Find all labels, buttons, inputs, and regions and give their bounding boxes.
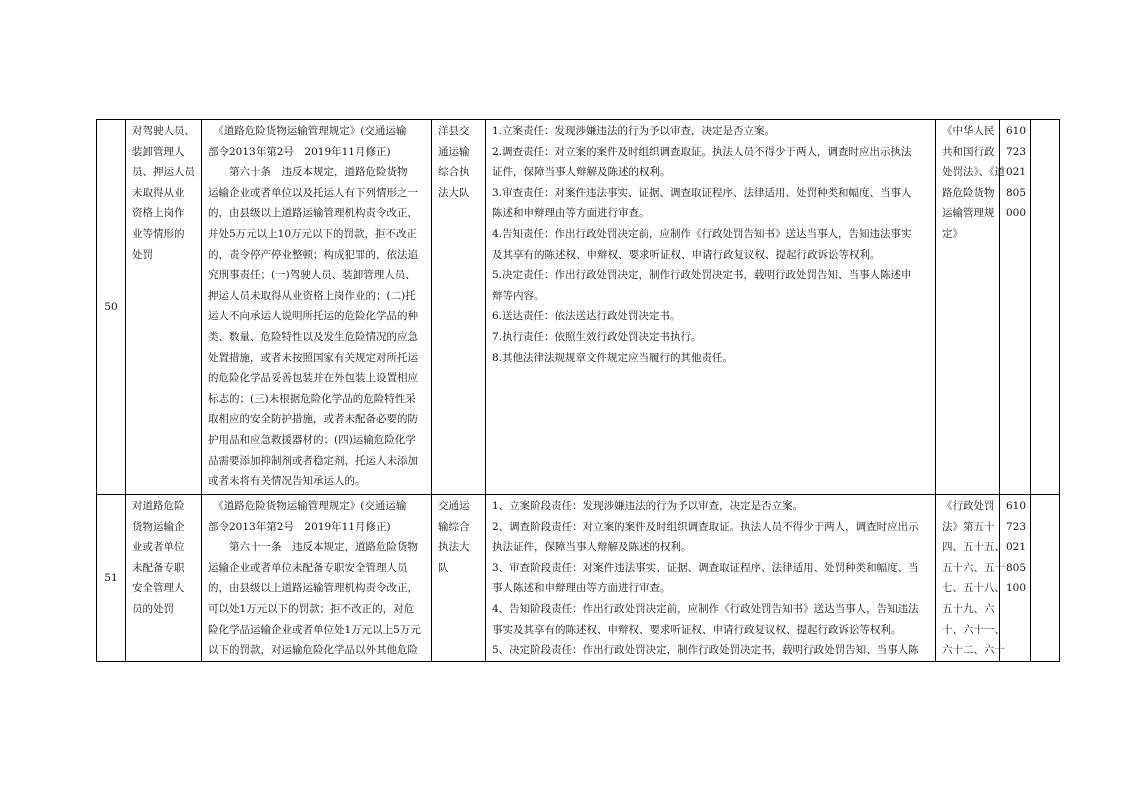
law-line: 《中华人民 (942, 125, 995, 137)
duties-cell (486, 495, 936, 662)
law-reference-cell (936, 120, 1005, 495)
basis-line: 运输企业或者单位未配备专职安全管理人员 (208, 561, 408, 574)
duty-line: 6.送达责任：依法送达行政处罚决定书。 (492, 310, 681, 323)
dept-line: 法大队 (438, 186, 470, 199)
basis-line: 《道路危险货物运输管理规定》(交通运输 (208, 125, 407, 137)
duty-line: 3、审查阶段责任：对案件违法事实、证据、调查取证程序、法律适用、处罚种类和幅度、当 (492, 561, 919, 574)
item-line: 员的处罚 (132, 602, 174, 615)
basis-line: 运人不向承运人说明所托运的危险化学品的种 (208, 310, 418, 323)
law-reference-cell (936, 495, 1005, 662)
basis-line: 可以处1万元以下的罚款；拒不改正的，对危 (208, 602, 415, 615)
remark-cell (1031, 120, 1060, 495)
basis-line: 护用品和应急救援器材的；(四)运输危险化学 (208, 433, 416, 446)
basis-line: 押运人员未取得从业资格上岗作业的；(二)托 (208, 289, 416, 302)
duty-line: 执法证件，保障当事人辩解及陈述的权利。 (492, 541, 692, 554)
item-line: 员、押运人员 (132, 166, 195, 179)
dept-line: 执法大 (438, 541, 470, 554)
dept-line: 通运输 (438, 145, 470, 158)
basis-line: 部令2013年第2号 2019年11月修正) (208, 520, 391, 533)
basis-line: 的，责令停产停业整顿；构成犯罪的，依法追 (208, 248, 418, 261)
law-line: 六十二、六十 (942, 644, 1005, 657)
basis-line: 第六十条 违反本规定，道路危险货物 (208, 166, 408, 179)
law-line: 法》第五十 (942, 520, 995, 533)
row-number: 51 (97, 495, 126, 662)
law-line: 定》 (942, 227, 963, 240)
code-line: 021 (1006, 166, 1027, 179)
item-name-cell (126, 495, 202, 662)
duty-line: 4、告知阶段责任：作出行政处罚决定前，应制作《行政处罚告知书》送达当事人，告知违法 (492, 602, 919, 615)
table-row (97, 120, 1060, 495)
item-line: 处罚 (132, 248, 153, 261)
dept-line: 洋县交 (438, 125, 470, 137)
item-line: 未取得从业 (132, 186, 185, 199)
code-line: 723 (1006, 520, 1027, 533)
duty-line: 事人陈述和申辩理由等方面进行审查。 (492, 582, 671, 595)
basis-line: 部令2013年第2号 2019年11月修正) (208, 145, 391, 158)
dept-line: 输综合 (438, 520, 470, 533)
code-line: 610 (1006, 125, 1027, 137)
item-name-cell (126, 120, 202, 495)
duty-line: 辩等内容。 (492, 289, 545, 302)
code-line: 000 (1006, 207, 1027, 220)
item-line: 安全管理人 (132, 582, 185, 595)
law-line: 共和国行政 (942, 145, 995, 158)
law-line: 运输管理规 (942, 207, 995, 220)
duty-line: 事实及其享有的陈述权、申辩权、要求听证权、申请行政复议权、提起行政诉讼等权利。 (492, 623, 902, 636)
duty-line: 2.调查责任：对立案的案件及时组织调查取证。执法人员不得少于两人，调查时应出示执法 (492, 145, 912, 158)
dept-line: 队 (438, 561, 449, 574)
duties-cell (486, 120, 936, 495)
item-line: 未配备专职 (132, 561, 185, 574)
duty-line: 证件，保障当事人辩解及陈述的权利。 (492, 166, 671, 179)
law-line: 五十六、五十 (942, 561, 1005, 574)
duty-line: 1、立案阶段责任：发现涉嫌违法的行为予以审查，决定是否立案。 (492, 500, 804, 512)
basis-line: 运输企业或者单位以及托运人有下列情形之一 (208, 186, 418, 199)
remark-cell (1031, 495, 1060, 662)
basis-line: 处置措施，或者未按照国家有关规定对所托运 (208, 351, 418, 364)
duty-line: 1.立案责任：发现涉嫌违法的行为予以审查，决定是否立案。 (492, 125, 776, 137)
basis-line: 品需要添加抑制剂或者稳定剂，托运人未添加 (208, 454, 418, 467)
duty-line: 陈述和申辩理由等方面进行审查。 (492, 207, 650, 220)
basis-line: 并处5万元以上10万元以下的罚款，拒不改正 (208, 227, 418, 240)
item-line: 对驾驶人员、 (132, 125, 195, 137)
table-row (97, 495, 1060, 662)
row-number: 50 (97, 120, 126, 495)
law-line: 七、五十八、 (942, 582, 1005, 595)
item-line: 业等情形的 (132, 227, 185, 240)
basis-line: 的，由县级以上道路运输管理机构责令改正， (208, 582, 418, 595)
duty-line: 4.告知责任：作出行政处罚决定前，应制作《行政处罚告知书》送达当事人，告知违法事实 (492, 227, 912, 240)
law-line: 处罚法》、《道 (942, 166, 1005, 179)
item-line: 对道路危险 (132, 500, 185, 512)
basis-line: 险化学品运输企业或者单位处1万元以上5万元 (208, 623, 421, 636)
duty-line: 5、决定阶段责任：作出行政处罚决定，制作行政处罚决定书，载明行政处罚告知、当事人陈 (492, 644, 919, 657)
basis-line: 标志的；(三)未根据危险化学品的危险特性采 (208, 392, 416, 405)
law-line: 十、六十一、 (942, 623, 1005, 636)
duty-line: 8.其他法律法规规章文件规定应当履行的其他责任。 (492, 351, 734, 364)
item-code-cell (1000, 495, 1031, 662)
code-line: 805 (1006, 561, 1027, 574)
duty-line: 2、调查阶段责任：对立案的案件及时组织调查取证。执法人员不得少于两人，调查时应出示 (492, 520, 919, 533)
basis-line: 究刑事责任；(一)驾驶人员、装卸管理人员、 (208, 269, 416, 282)
dept-line: 交通运 (438, 500, 470, 512)
code-line: 021 (1006, 541, 1027, 554)
basis-line: 的，由县级以上道路运输管理机构责令改正， (208, 207, 418, 220)
basis-line: 的危险化学品妥善包装并在外包装上设置相应 (208, 372, 418, 385)
basis-line: 取相应的安全防护措施，或者未配备必要的防 (208, 413, 418, 426)
legal-basis-cell (202, 120, 432, 495)
basis-line: 以下的罚款，对运输危险化学品以外其他危险 (208, 644, 418, 657)
code-line: 805 (1006, 186, 1027, 199)
law-line: 四、五十五、 (942, 541, 1005, 554)
department-cell (432, 120, 486, 495)
department-cell (432, 495, 486, 662)
law-line: 《行政处罚 (942, 500, 995, 512)
code-line: 723 (1006, 145, 1027, 158)
item-line: 货物运输企 (132, 520, 185, 533)
item-line: 业或者单位 (132, 541, 185, 554)
basis-line: 《道路危险货物运输管理规定》(交通运输 (208, 500, 407, 512)
code-line: 100 (1006, 582, 1027, 595)
duty-line: 5.决定责任：作出行政处罚决定，制作行政处罚决定书，载明行政处罚告知、当事人陈述申 (492, 269, 912, 282)
item-line: 装卸管理人 (132, 145, 185, 158)
duty-line: 及其享有的陈述权、申辩权、要求听证权、申请行政复议权、提起行政诉讼等权利。 (492, 248, 881, 261)
basis-line: 类、数量、危险特性以及发生危险情况的应急 (208, 330, 418, 343)
dept-line: 综合执 (438, 166, 470, 179)
basis-line: 第六十一条 违反本规定，道路危险货物 (208, 541, 418, 554)
responsibility-table (96, 119, 1060, 662)
item-line: 资格上岗作 (132, 207, 185, 220)
law-line: 五十九、六 (942, 602, 995, 615)
duty-line: 3.审查责任：对案件违法事实、证据、调查取证程序、法律适用、处罚种类和幅度、当事人 (492, 186, 912, 199)
duty-line: 7.执行责任：依照生效行政处罚决定书执行。 (492, 330, 702, 343)
legal-basis-cell (202, 495, 432, 662)
law-line: 路危险货物 (942, 186, 995, 199)
code-line: 610 (1006, 500, 1027, 512)
basis-line: 或者未将有关情况告知承运人的。 (208, 475, 366, 488)
